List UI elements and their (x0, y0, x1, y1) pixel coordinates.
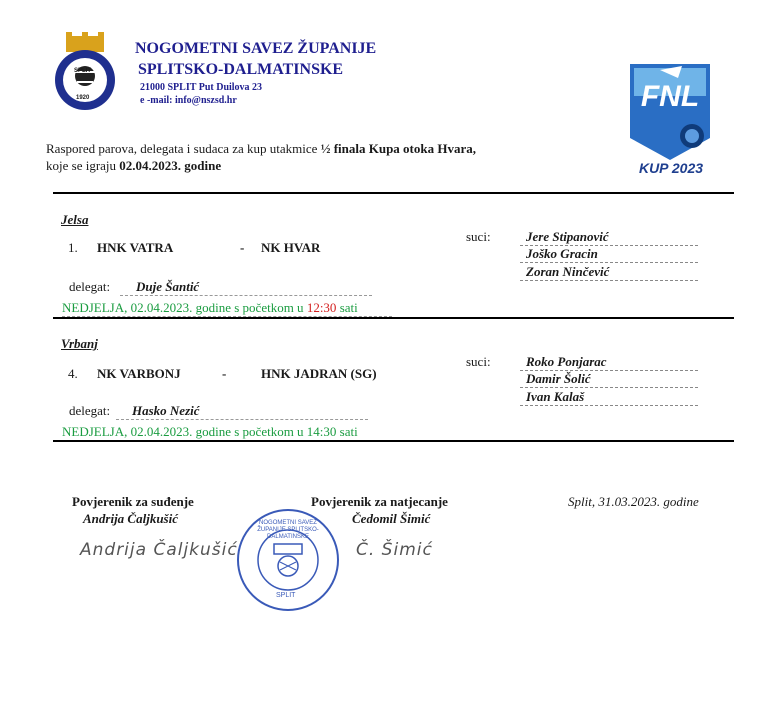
divider-top (53, 192, 734, 194)
intro-round: ½ finala Kupa otoka Hvara, (320, 141, 476, 156)
match-1-date-text: NEDJELJA, 02.04.2023. godine s početkom u (62, 300, 307, 315)
match-2-referees-label: suci: (466, 354, 491, 369)
competition-commissioner-name: Čedomil Šimić (352, 511, 431, 526)
match-2-number: 4. (68, 366, 78, 381)
crest-city-text: SPLIT (74, 68, 92, 74)
stamp-city: SPLIT (276, 592, 296, 599)
crest-year-text: 1920 (76, 95, 90, 101)
match-1-delegate-label: delegat: (69, 279, 111, 294)
org-email: e -mail: info@nszsd.hr (140, 95, 237, 106)
match-1-referees-label: suci: (466, 229, 491, 244)
match-1-number: 1. (68, 240, 78, 255)
match-1-time: 12:30 (306, 300, 337, 315)
org-name-line1: NOGOMETNI SAVEZ ŽUPANIJE (135, 40, 377, 57)
match-1-referee-2: Joško Gracin (520, 246, 698, 263)
intro-text: Raspored parova, delegata i sudaca za kup utakmice (46, 141, 321, 156)
match-2-referee-1: Roko Ponjarac (520, 354, 698, 371)
referee-commissioner-title: Povjerenik za suđenje (72, 494, 194, 509)
match-1-delegate: Duje Šantić (120, 279, 372, 296)
match-1-separator: - (240, 240, 245, 255)
intro-line-1 (46, 141, 476, 157)
divider-bottom (53, 440, 734, 442)
match-2-referee-3: Ivan Kalaš (520, 389, 698, 406)
referee-commissioner-name: Andrija Čaljkušić (83, 511, 178, 526)
competition-commissioner-title: Povjerenik za natjecanje (311, 494, 448, 509)
referee-commissioner-signature: Andrija Čaljkušić (80, 540, 238, 560)
match-2-venue: Vrbanj (61, 336, 98, 351)
org-name-line2: SPLITSKO-DALMATINSKE (138, 61, 344, 78)
place-and-date: Split, 31.03.2023. godine (568, 494, 699, 509)
match-1-date-suffix: sati (336, 300, 358, 315)
fnl-logo-text: FNL (640, 80, 700, 113)
match-1-venue: Jelsa (61, 212, 89, 227)
match-1-referee-3: Zoran Ninčević (520, 264, 698, 281)
match-1-kickoff (62, 300, 392, 317)
stamp-text: NOGOMETNI SAVEZ ŽUPANIJE SPLITSKO-DALMATINSKE (257, 520, 319, 540)
match-1-referee-1: Jere Stipanović (520, 229, 698, 246)
match-2-referee-2: Damir Šolić (520, 371, 698, 388)
match-2-kickoff: NEDJELJA, 02.04.2023. godine s početkom u 14:30 sati (62, 424, 392, 441)
org-address: 21000 SPLIT Put Duilova 23 (140, 82, 263, 93)
match-2-delegate-label: delegat: (69, 403, 111, 418)
match-2-home-team: NK VARBONJ (97, 366, 181, 381)
match-1-home-team: HNK VATRA (97, 240, 174, 255)
kup-2023-text: KUP 2023 (638, 160, 704, 176)
match-1-away-team: NK HVAR (261, 240, 321, 255)
match-2-away-team: HNK JADRAN (SG) (261, 366, 377, 381)
competition-commissioner-signature: Č. Šimić (356, 540, 433, 560)
match-2-separator: - (222, 366, 227, 381)
intro-line-2 (46, 158, 221, 174)
match-2-delegate: Hasko Nezić (116, 403, 368, 420)
divider-middle (53, 317, 734, 319)
intro-text-2: koje se igraju (46, 158, 120, 173)
intro-date: 02.04.2023. godine (119, 158, 222, 173)
